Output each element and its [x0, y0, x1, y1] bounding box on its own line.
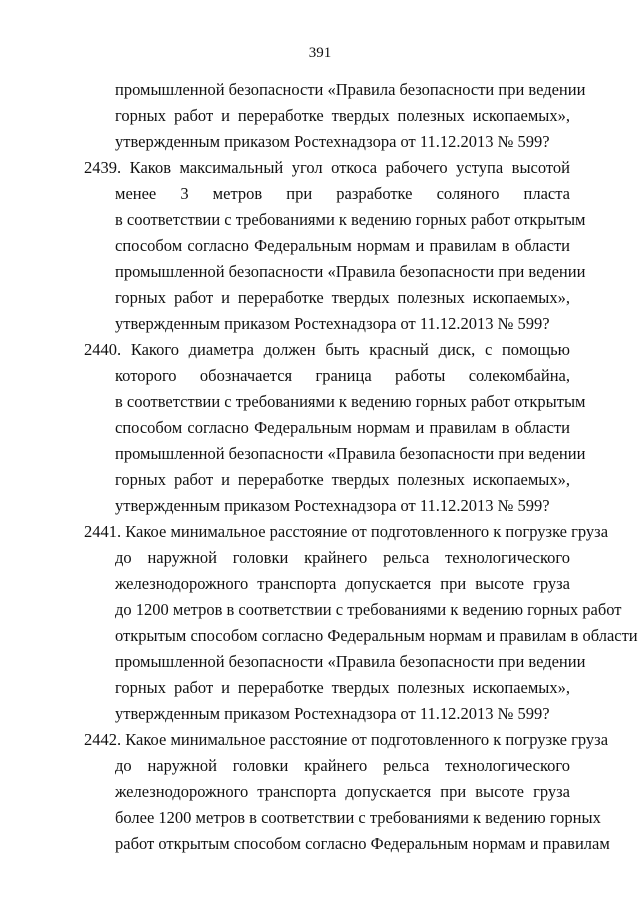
- text-line: промышленной безопасности «Правила безопасности при ведении: [115, 80, 586, 99]
- page-number: 391: [308, 45, 332, 61]
- text-line: в соответствии с требованиями к ведению горных работ открытым: [115, 392, 586, 411]
- text-line: работ открытым способом согласно Федеральным нормам и правилам: [115, 834, 610, 853]
- text-line: до 1200 метров в соответствии с требованиями к ведению горных работ: [115, 600, 622, 619]
- text-line: горных работ и переработке твердых полезных ископаемых»,: [115, 288, 570, 307]
- text-line: менее 3 метров при разработке соляного пласта: [115, 184, 570, 203]
- text-line: утвержденным приказом Ростехнадзора от 11.12.2013 № 599?: [115, 314, 550, 333]
- question-2442-line: 2442. Какое минимальное расстояние от подготовленного к погрузке груза: [84, 730, 609, 749]
- text-line: горных работ и переработке твердых полезных ископаемых»,: [115, 678, 570, 697]
- text-line: до наружной головки крайнего рельса технологического: [115, 756, 570, 775]
- question-2441-line: 2441. Какое минимальное расстояние от подготовленного к погрузке груза: [84, 522, 609, 541]
- text-line: способом согласно Федеральным нормам и правилам в области: [115, 236, 570, 255]
- text-line: в соответствии с требованиями к ведению горных работ открытым: [115, 210, 586, 229]
- text-line: утвержденным приказом Ростехнадзора от 11.12.2013 № 599?: [115, 704, 550, 723]
- text-line: утвержденным приказом Ростехнадзора от 11.12.2013 № 599?: [115, 496, 550, 515]
- text-line: до наружной головки крайнего рельса технологического: [115, 548, 570, 567]
- text-line: промышленной безопасности «Правила безопасности при ведении: [115, 262, 586, 281]
- text-line: способом согласно Федеральным нормам и правилам в области: [115, 418, 570, 437]
- question-2440-line: 2440. Какого диаметра должен быть красный диск, с помощью: [84, 340, 570, 359]
- text-line: открытым способом согласно Федеральным нормам и правилам в области: [115, 626, 638, 645]
- text-line: утвержденным приказом Ростехнадзора от 11.12.2013 № 599?: [115, 132, 550, 151]
- question-2439-line: 2439. Каков максимальный угол откоса рабочего уступа высотой: [84, 158, 570, 177]
- text-line: более 1200 метров в соответствии с требованиями к ведению горных: [115, 808, 601, 827]
- text-line: железнодорожного транспорта допускается при высоте груза: [115, 782, 570, 801]
- text-line: промышленной безопасности «Правила безопасности при ведении: [115, 444, 586, 463]
- text-line: горных работ и переработке твердых полезных ископаемых»,: [115, 470, 570, 489]
- text-line: горных работ и переработке твердых полезных ископаемых»,: [115, 106, 570, 125]
- text-line: промышленной безопасности «Правила безопасности при ведении: [115, 652, 586, 671]
- text-line: которого обозначается граница работы солекомбайна,: [115, 366, 570, 385]
- text-line: железнодорожного транспорта допускается при высоте груза: [115, 574, 570, 593]
